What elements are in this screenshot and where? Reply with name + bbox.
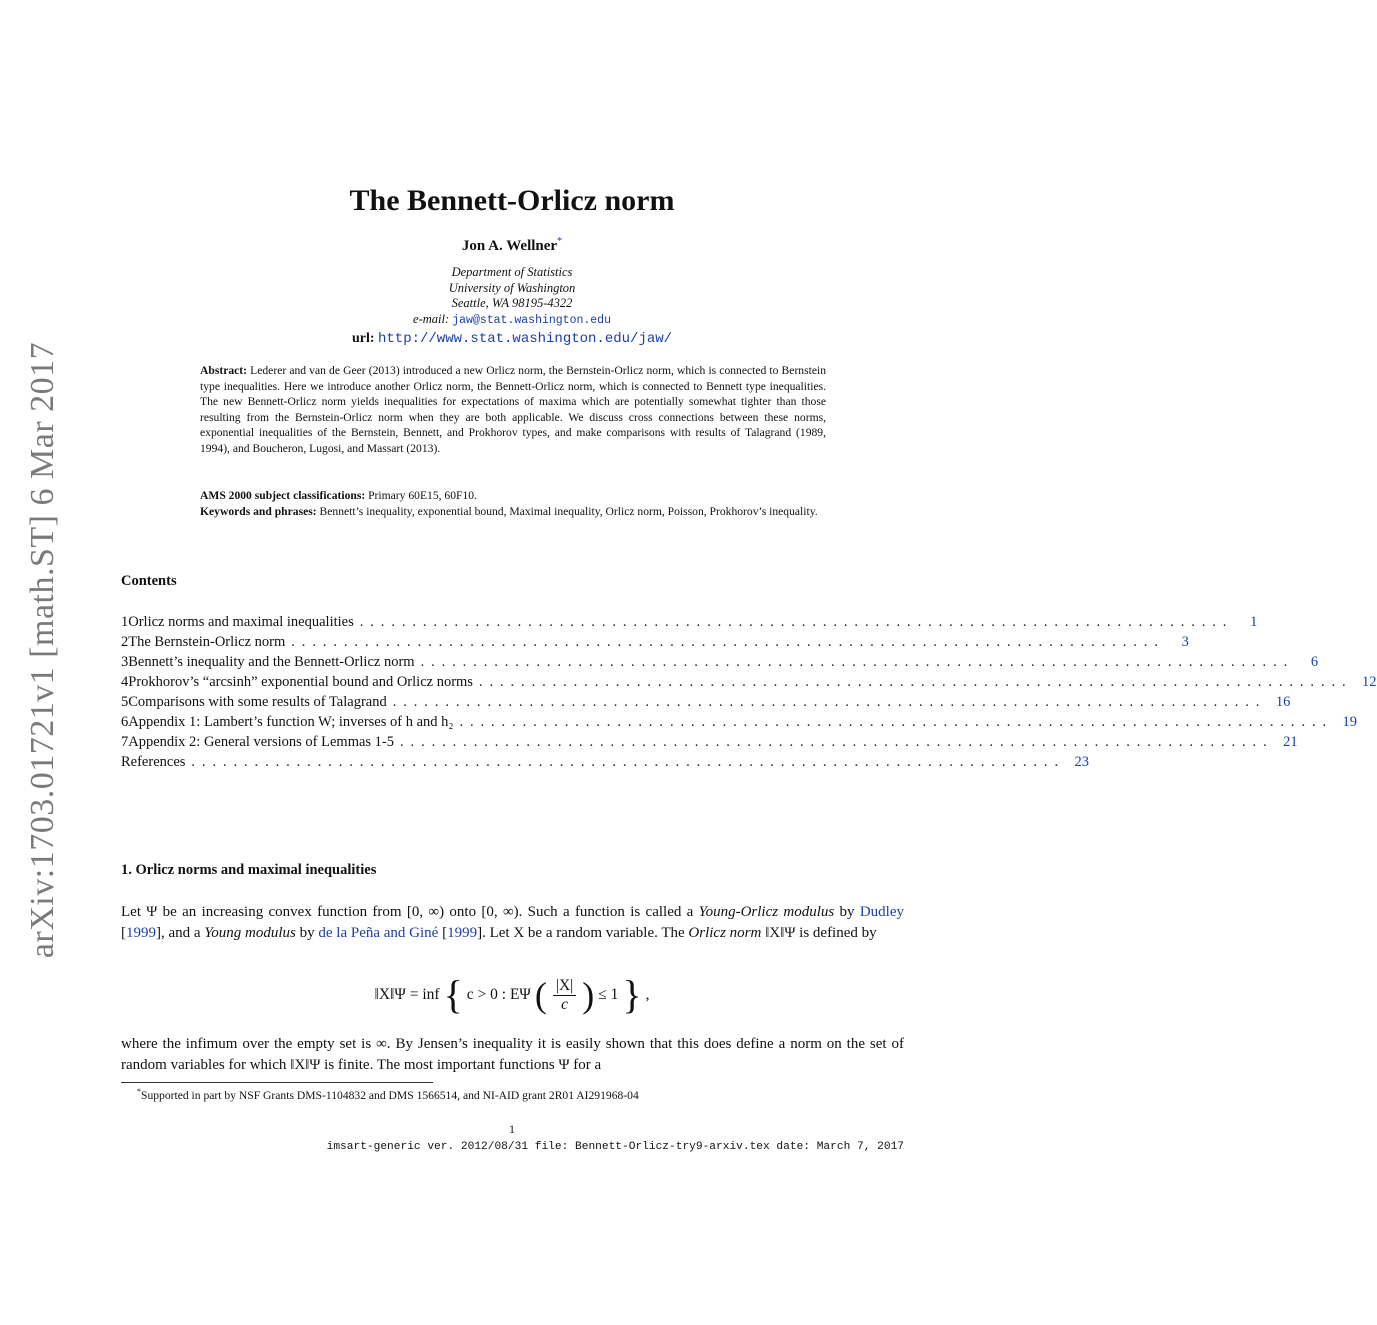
toc-page-link[interactable]: 6 xyxy=(1310,654,1319,670)
toc-number: 2 xyxy=(121,634,129,650)
paper-title: The Bennett-Orlicz norm xyxy=(349,184,675,217)
toc-page-link[interactable]: 23 xyxy=(1074,754,1089,770)
affiliation-university: University of Washington xyxy=(448,280,576,295)
text-run: ], and a xyxy=(156,924,205,941)
fraction-numerator: |X| xyxy=(553,977,576,996)
affiliation-address: Seattle, WA 98195-4322 xyxy=(451,296,573,310)
toc-leader-dots: ................................................................................... xyxy=(400,734,1274,750)
text-run: [ xyxy=(438,924,448,941)
toc-page-link[interactable]: 3 xyxy=(1181,634,1189,650)
equation-rhs: ≤ 1 xyxy=(598,986,619,1003)
toc-title: Appendix 2: General versions of Lemmas 1-5 xyxy=(128,734,395,750)
text-run: ‖X‖Ψ is defined by xyxy=(761,924,877,941)
paragraph xyxy=(121,902,904,943)
footnote-rule xyxy=(121,1082,433,1083)
affiliation-block xyxy=(0,265,1024,328)
keywords xyxy=(200,504,826,520)
abstract xyxy=(200,363,826,457)
email-link[interactable]: jaw@stat.washington.edu xyxy=(452,313,611,327)
email-label: e-mail: xyxy=(413,311,453,326)
display-equation xyxy=(0,972,1024,1017)
author-name: Jon A. Wellner xyxy=(461,238,558,254)
table-of-contents xyxy=(121,612,1377,772)
equation-tail: , xyxy=(645,986,650,1003)
citation-year-link[interactable]: 1999 xyxy=(126,924,156,941)
footnote-mark: * xyxy=(137,1087,141,1096)
text-run: ]. Let X be a random variable. The xyxy=(477,924,689,941)
keywords-label: Keywords and phrases: xyxy=(200,504,317,518)
text-run: Let Ψ be an increasing convex function from [0, ∞) onto [0, ∞). Such a function is called a xyxy=(121,904,699,920)
page-number: 1 xyxy=(509,1122,515,1136)
url-label: url: xyxy=(351,331,378,346)
text-run: by xyxy=(834,904,860,920)
toc-number: 1 xyxy=(121,614,129,630)
toc-title: Appendix 1: Lambert’s function W; inverses of h and h₂ xyxy=(128,714,454,730)
toc-page-link[interactable]: 12 xyxy=(1362,674,1377,690)
toc-number: 3 xyxy=(121,654,129,670)
citation-link-dudley[interactable]: Dudley xyxy=(859,904,904,920)
left-brace: { xyxy=(443,972,463,1017)
toc-entry[interactable] xyxy=(121,652,1319,672)
author-line xyxy=(0,236,1024,255)
contents-heading: Contents xyxy=(121,573,177,589)
toc-page-link[interactable]: 16 xyxy=(1275,694,1291,710)
paragraph: where the infimum over the empty set is ∞. By Jensen’s inequality it is easily shown that this does define a norm on the set of random variables for which ‖X‖Ψ is finite. The most important functions Ψ for a xyxy=(121,1036,904,1073)
toc-leader-dots: ................................................................................... xyxy=(392,694,1267,710)
equation-lhs: ‖X‖Ψ = inf xyxy=(374,986,440,1003)
toc-entry[interactable] xyxy=(121,632,1189,652)
footer-file-info: imsart-generic ver. 2012/08/31 file: Bennett-Orlicz-try9-arxiv.tex date: March 7, 2017 xyxy=(326,1141,904,1153)
toc-entry[interactable] xyxy=(121,612,1258,632)
toc-title: The Bernstein-Orlicz norm xyxy=(128,634,286,650)
toc-page-link[interactable]: 21 xyxy=(1283,734,1298,750)
citation-year-link[interactable]: 1999 xyxy=(447,924,478,941)
text-run: by xyxy=(295,924,319,941)
toc-entry[interactable] xyxy=(121,712,1358,732)
toc-number: 6 xyxy=(121,714,129,730)
toc-entry[interactable] xyxy=(121,732,1298,752)
section-heading: 1. Orlicz norms and maximal inequalities xyxy=(121,862,377,878)
equation-condition: c > 0 : EΨ xyxy=(466,986,531,1003)
author-footnote-mark[interactable]: * xyxy=(557,236,563,247)
toc-title: References xyxy=(121,754,186,770)
right-paren: ) xyxy=(582,975,595,1015)
toc-leader-dots: ................................................................................... xyxy=(420,654,1295,670)
toc-leader-dots: ................................................................................... xyxy=(478,674,1353,690)
toc-number: 7 xyxy=(121,734,129,750)
email-line xyxy=(0,312,1024,329)
toc-leader-dots: ................................................................................... xyxy=(291,634,1165,650)
abstract-text: Lederer and van de Geer (2013) introduced a new Orlicz norm, the Bernstein-Orlicz norm, which is connected to Bernstein type inequalities. Here we introduce another Orlicz norm, the Bennett-Orlicz norm, which is connected to Bennett type inequalities. The new Bennett-Orlicz norm yields inequalities for expectations of maxima which are potentially somewhat tighter than those resulting from the Bernstein-Orlicz norm when they are both applicable. We discuss cross connections between these norms, exponential inequalities of the Bernstein, Bennett, and Prokhorov types, and make comparisons with results of Talagrand (1989, 1994), and Boucheron, Lugosi, and Massart (2013). xyxy=(200,364,826,455)
toc-leader-dots: ................................................................................... xyxy=(459,714,1334,730)
toc-number: 5 xyxy=(121,694,129,710)
affiliation-department: Department of Statistics xyxy=(451,265,573,279)
fraction xyxy=(553,977,576,1014)
arxiv-identifier-stamp: arXiv:1703.01721v1 [math.ST] 6 Mar 2017 xyxy=(24,341,61,959)
toc-title: Prokhorov’s “arcsinh” exponential bound and Orlicz norms xyxy=(128,674,473,690)
toc-leader-dots: ................................................................................... xyxy=(191,754,1065,770)
footnote-text: Supported in part by NSF Grants DMS-1104832 and DMS 1566514, and NI-AID grant 2R01 AI291968-04 xyxy=(141,1088,639,1102)
toc-title: Bennett’s inequality and the Bennett-Orlicz norm xyxy=(128,654,415,670)
url-line xyxy=(0,331,1024,347)
right-brace: } xyxy=(622,972,642,1017)
toc-title: Orlicz norms and maximal inequalities xyxy=(128,614,354,630)
abstract-label: Abstract: xyxy=(200,364,248,377)
toc-title: Comparisons with some results of Talagrand xyxy=(128,694,387,710)
fraction-denominator: c xyxy=(561,995,568,1013)
toc-page-link[interactable]: 1 xyxy=(1250,614,1258,630)
toc-entry-references[interactable] xyxy=(121,752,1089,772)
ams-label: AMS 2000 subject classifications: xyxy=(200,489,366,502)
term-young-modulus: Young modulus xyxy=(204,924,296,941)
term-orlicz-norm: Orlicz norm xyxy=(688,924,762,941)
citation-link-de-la-pena-gine[interactable]: de la Peña and Giné xyxy=(318,924,439,941)
toc-number: 4 xyxy=(121,674,129,690)
toc-leader-dots: ................................................................................... xyxy=(359,614,1234,630)
toc-page-link[interactable]: 19 xyxy=(1342,714,1358,730)
left-paren: ( xyxy=(534,975,547,1015)
ams-text: Primary 60E15, 60F10. xyxy=(368,489,477,502)
toc-entry[interactable] xyxy=(121,672,1377,692)
classification-block xyxy=(200,488,826,519)
homepage-link[interactable]: http://www.stat.washington.edu/jaw/ xyxy=(378,331,673,347)
toc-entry[interactable] xyxy=(121,692,1291,712)
footnote xyxy=(121,1087,920,1102)
text-run: [ xyxy=(121,924,126,941)
ams-classification xyxy=(200,488,826,504)
term-young-orlicz-modulus: Young-Orlicz modulus xyxy=(698,904,835,920)
keywords-text: Bennett’s inequality, exponential bound, Maximal inequality, Orlicz norm, Poisson, Prokhorov’s inequality. xyxy=(319,504,818,518)
